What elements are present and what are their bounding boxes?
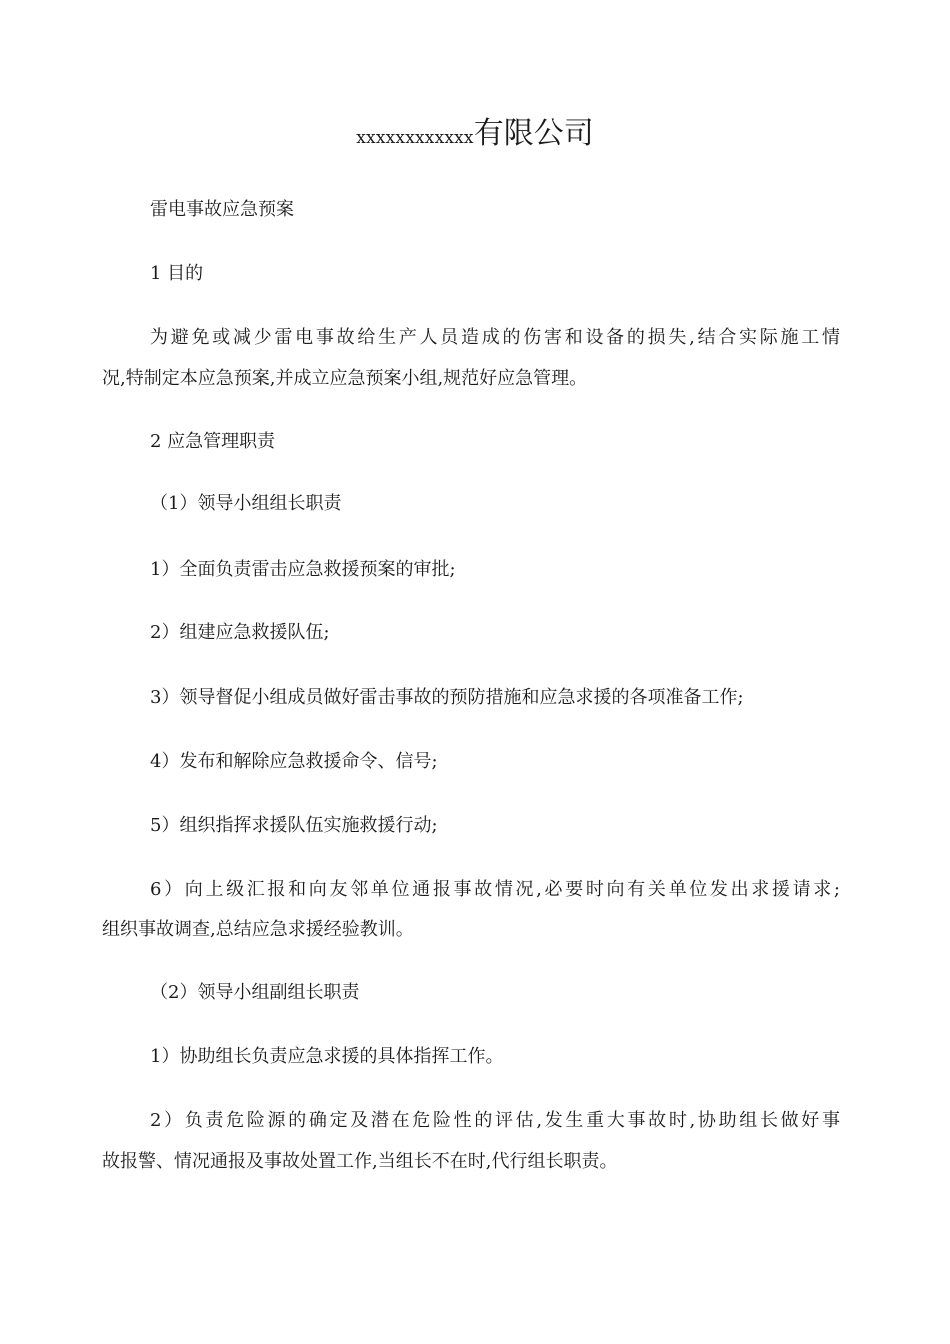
list-item: 4）发布和解除应急救援命令、信号;	[150, 751, 438, 772]
list-item: 2）负责危险源的确定及潜在危险性的评估,发生重大事故时,协助组长做好事	[150, 1110, 840, 1131]
subsection-2-heading: （2）领导小组副组长职责	[150, 982, 360, 1003]
section-1-heading: 1 目的	[150, 263, 204, 284]
list-item: 1）协助组长负责应急求援的具体指挥工作。	[150, 1046, 504, 1067]
list-item-continuation: 故报警、情况通报及事故处置工作,当组长不在时,代行组长职责。	[102, 1151, 618, 1172]
section-2-heading: 2 应急管理职责	[150, 431, 276, 452]
list-item: 1）全面负责雷击应急救援预案的审批;	[150, 559, 456, 580]
section-1-paragraph-line-1: 为避免或减少雷电事故给生产人员造成的伤害和设备的损失,结合实际施工情	[150, 327, 840, 348]
plan-title: 雷电事故应急预案	[150, 199, 294, 220]
list-item: 2）组建应急救援队伍;	[150, 622, 330, 643]
subsection-1-heading: （1）领导小组组长职责	[150, 493, 342, 514]
list-item: 3）领导督促小组成员做好雷击事故的预防措施和应急求援的各项准备工作;	[150, 687, 744, 708]
list-item: 5）组织指挥求援队伍实施救援行动;	[150, 815, 438, 836]
list-item: 6）向上级汇报和向友邻单位通报事故情况,必要时向有关单位发出求援请求;	[150, 879, 840, 900]
section-1-paragraph-line-2: 况,特制定本应急预案,并成立应急预案小组,规范好应急管理。	[102, 368, 588, 389]
list-item-continuation: 组织事故调查,总结应急求援经验教训。	[102, 919, 414, 940]
company-name-placeholder: xxxxxxxxxxxx	[356, 128, 474, 148]
company-name-suffix: 有限公司	[473, 116, 594, 151]
company-title	[0, 112, 950, 160]
